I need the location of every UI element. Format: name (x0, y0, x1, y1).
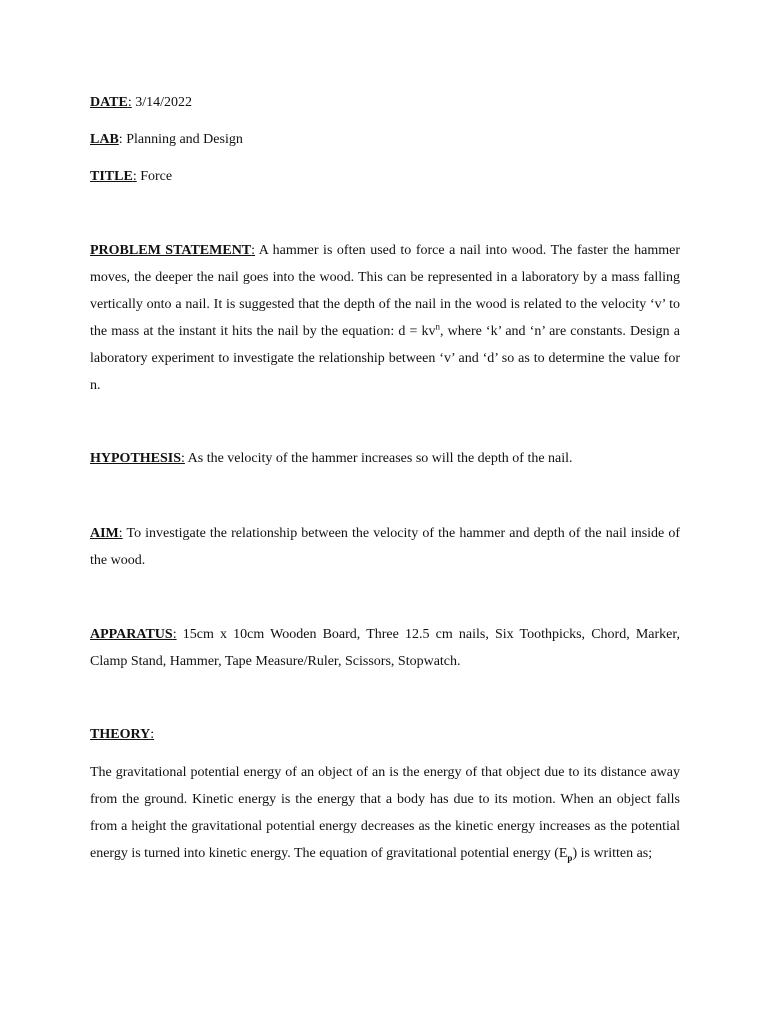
hypothesis-label: HYPOTHESIS (90, 451, 182, 466)
problem-label: PROBLEM STATEMENT (90, 243, 252, 258)
theory-heading (90, 721, 154, 748)
title-value: Force (136, 169, 173, 184)
theory-text-start: The gravitational potential energy of an object of an is the energy of that object due to its distance away from the ground. Kinetic energy is the energy that a body has due to its motion. When an object falls from a height the gravitational potential energy decreases as the kinetic energy increases as the potential energy is turned into kinetic energy. The equation of gravitational potential energy (E (90, 765, 680, 861)
hypothesis-colon: : (181, 451, 185, 466)
apparatus-label: APPARATUS (90, 627, 173, 642)
problem-colon: : (251, 243, 256, 258)
theory-colon: : (150, 727, 155, 742)
lab-line (90, 126, 243, 153)
hypothesis (90, 445, 680, 472)
aim-text: To investigate the relationship between the velocity of the hammer and depth of the nail inside of the wood. (90, 526, 680, 568)
date-colon: : (127, 95, 132, 110)
lab-label: LAB (90, 132, 119, 147)
hypothesis-text: As the velocity of the hammer increases so will the depth of the nail. (184, 451, 573, 466)
theory-text-end: ) is written as; (572, 846, 653, 861)
date-value: 3/14/2022 (131, 95, 193, 110)
aim-label: AIM (90, 526, 119, 541)
apparatus-text: 15cm x 10cm Wooden Board, Three 12.5 cm nails, Six Toothpicks, Chord, Marker, Clamp Stand, Hammer, Tape Measure/Ruler, Scissors, Stopwatch. (90, 627, 680, 669)
theory-paragraph (90, 759, 680, 867)
problem-text-start: A hammer is often used to force a nail into wood. The faster the hammer moves, the deeper the nail goes into the wood. This can be represented in a laboratory by a mass falling vertically onto a nail. It is suggested that the depth of the nail in the wood is related to the velocity ‘v’ to the mass at the instant it hits the nail by the equation: d = kv (90, 243, 680, 339)
lab-colon: : (118, 132, 123, 147)
date-label: DATE (90, 95, 128, 110)
title-label: TITLE (90, 169, 133, 184)
theory-label: THEORY (90, 727, 151, 742)
apparatus-colon: : (172, 627, 177, 642)
apparatus (90, 621, 680, 675)
problem-text-end: , where ‘k’ and ‘n’ are constants. Design a laboratory experiment to investigate the relationship between ‘v’ and ‘d’ so as to determine the value for n. (90, 324, 680, 393)
aim-colon: : (118, 526, 123, 541)
problem-statement (90, 237, 680, 399)
potential-energy-subscript: p (567, 852, 573, 863)
aim (90, 520, 680, 574)
equation-exponent: n (435, 321, 440, 332)
date-line (90, 89, 192, 116)
title-colon: : (132, 169, 137, 184)
title-line (90, 163, 172, 190)
lab-value: Planning and Design (122, 132, 243, 147)
